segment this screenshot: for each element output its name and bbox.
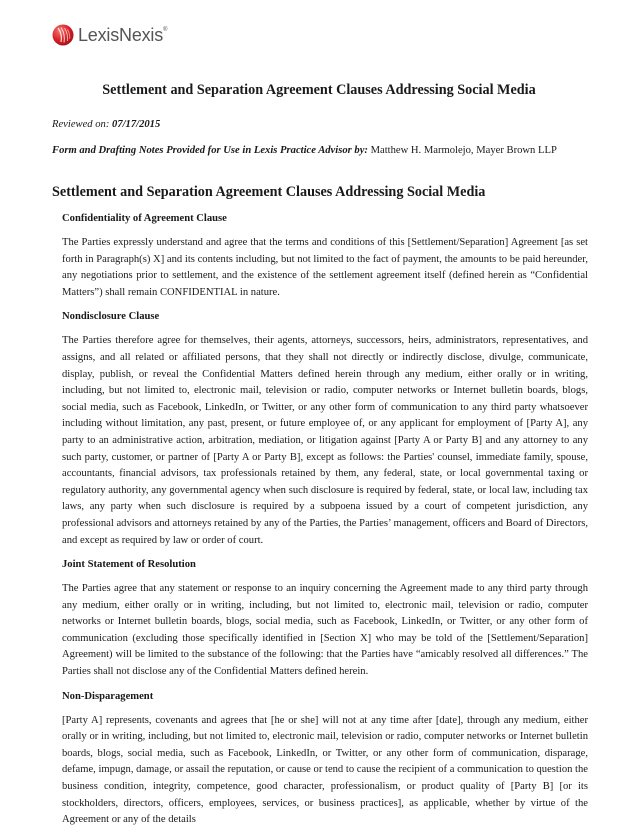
- reviewed-label: Reviewed on:: [52, 119, 110, 130]
- reviewed-line: [52, 116, 592, 133]
- clause-heading: Nondisclosure Clause: [62, 311, 160, 323]
- clause-body: The Parties expressly understand and agree that the terms and conditions of this [Settlement/Separation] Agreement [as set forth in Paragraph(s) X] and its contents including, but not limited to the fact of payment, the amounts to be paid hereunder, any negotiations prior to settlement, and the existence of the settlement agreement itself (defined herein as “Confidential Matters”) shall remain CONFIDENTIAL in nature.: [62, 237, 588, 298]
- brand-logo: [52, 20, 167, 50]
- clause-confidentiality: [62, 212, 588, 301]
- clause-heading: Non-Disparagement: [62, 690, 154, 702]
- clauses-container: [62, 212, 588, 838]
- reviewed-date: 07/17/2015: [112, 119, 161, 130]
- clause-body: The Parties therefore agree for themselves, their agents, attorneys, successors, heirs, administrators, representatives, and assigns, and all related or affiliated persons, that they shall not directly or indirectly disclose, divulge, communicate, display, publish, or reveal the Confidential Matters defined herein through any medium, either orally or in writing, including, but not limited to, electronic mail, television or radio, computer networks or Internet bulletin boards, blogs, social media, such as Facebook, LinkedIn, or Twitter, or any other form of communication to any third party whatsoever including without limitation, any past, present, or future employee of, or any applicant for employment of [Party A], any party to an administrative action, arbitration, mediation, or litigation against [Party A or Party B] and any attorney to any such party, customer, or partner of [Party A or Party B], except as follows: the Parties' counsel, immediate family, spouse, accountants, financial advisors, tax professionals retained by them, any federal, state, or local governmental taxing or regulatory authority, any governmental agency when such disclosure is required by federal, state, or local law, including tax laws, any party when such disclosure is required by a subpoena issued by a court of competent jurisdiction, any professional advisors and attorneys retained by any of the Parties, the Parties’ management, officers and Board of Directors, and except as required by law or order of court.: [62, 335, 588, 546]
- drafting-notes-line: [52, 142, 592, 159]
- clause-nondisclosure: [62, 310, 588, 549]
- clause-body: [Party A] represents, covenants and agrees that [he or she] will not at any time after [date], through any medium, either orally or in writing, including, but not limited to, electronic mail, television or radio, computer networks or Internet bulletin boards, blogs, social media, such as Facebook, LinkedIn, or Twitter, or any other form of communication, disparage, defame, impugn, damage, or assail the reputation, or cause or tend to cause the recipient of a communication to question the business condition, integrity, competence, good character, professionalism, or product quality of [Party B] [or its stockholders, directors, officers, employees, services, or business practices], as applicable, whether by virtue of the Agreement or any of the details: [62, 714, 588, 826]
- clause-body: The Parties agree that any statement or response to an inquiry concerning the Agreement made to any third party through any medium, either orally or in writing, including, but not limited to, electronic mail, television or radio, computer networks or Internet bulletin boards, blogs, social media, such as Facebook, LinkedIn, or Twitter, or any other form of communication (excluding those specifically identified in [Section X] who may be told of the [Settlement/Separation] Agreement) will be limited to the substance of the following: that the Parties have “amicably resolved all differences.” The Parties shall not disclose any of the Confidential Matters defined herein.: [62, 583, 588, 678]
- clause-heading: Joint Statement of Resolution: [62, 559, 196, 571]
- drafting-notes-label: Form and Drafting Notes Provided for Use in Lexis Practice Advisor by:: [52, 145, 368, 156]
- document-title: Settlement and Separation Agreement Clauses Addressing Social Media: [102, 82, 536, 98]
- clause-joint-statement: [62, 558, 588, 681]
- brand-name: LexisNexis®: [78, 24, 168, 45]
- drafting-notes-author: Matthew H. Marmolejo, Mayer Brown LLP: [370, 145, 557, 156]
- clause-non-disparagement: [62, 690, 588, 829]
- lexisnexis-logo-icon: [52, 24, 74, 46]
- section-title: Settlement and Separation Agreement Clauses Addressing Social Media: [52, 184, 486, 200]
- clause-heading: Confidentiality of Agreement Clause: [62, 213, 227, 224]
